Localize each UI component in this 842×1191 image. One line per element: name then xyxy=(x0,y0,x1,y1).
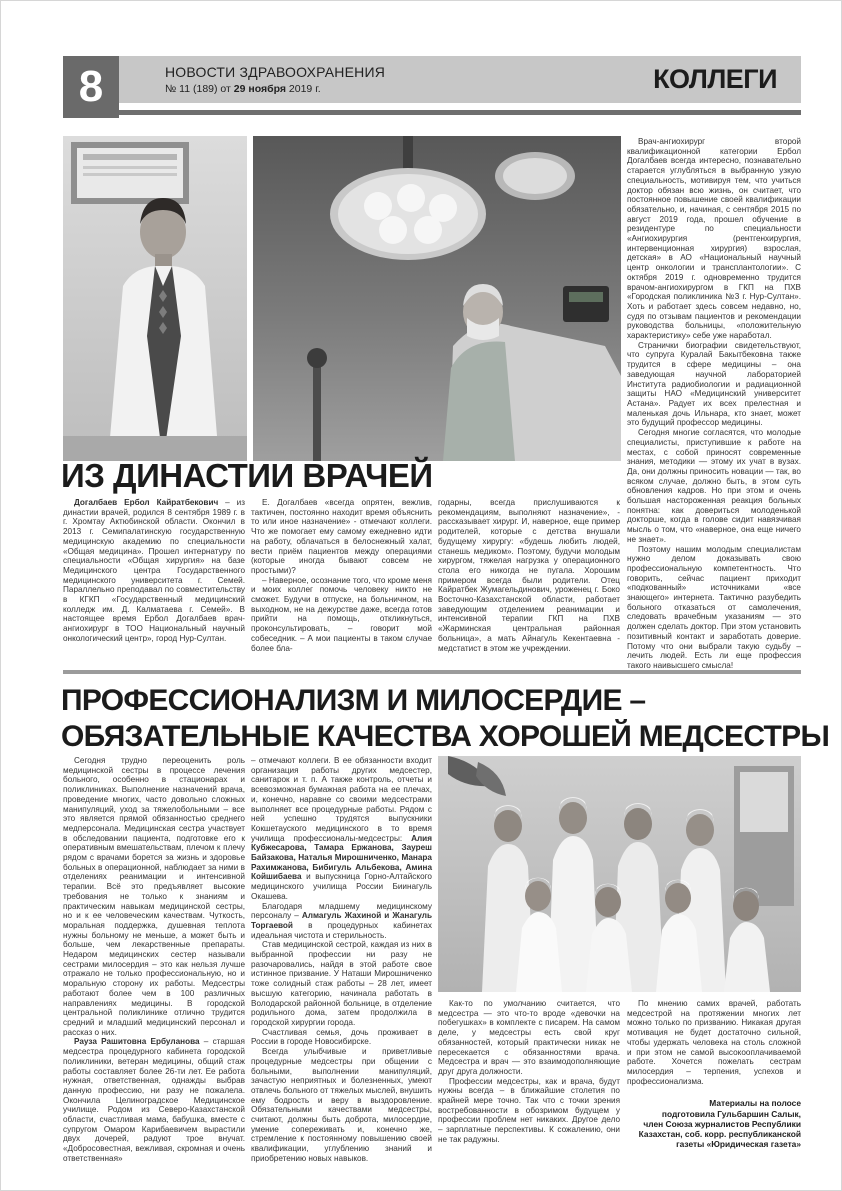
article-paragraph: – Наверное, осознание того, что кроме меня и моих коллег помочь человеку никто не сможет. Будучи в отпуске, на больничном, на выходном, не на дежурстве даже, всегда готов прийти на помощь, откликнуться, проконсультировать, – говорит мой собеседник. – А мои пациенты в таком случае более бла- xyxy=(251,575,432,653)
article-paragraph: Счастливая семья, дочь проживает в России в городе Новосибирске. xyxy=(251,1027,432,1047)
section-title: КОЛЛЕГИ xyxy=(653,64,777,94)
issue-line: № 11 (189) от 29 ноября 2019 г. xyxy=(165,83,321,95)
author-signature xyxy=(627,1098,801,1149)
signature-line: Материалы на полосе xyxy=(709,1098,801,1109)
article-paragraph: Став медицинской сестрой, каждая из них в выбранной профессии ни разу не разочаровались, найдя в этой работе свое истинное призвание. У Наташи Мирошниченко тоже солидный стаж работы – 28 лет, имеет высшую категорию, начинала работать в Володарской районной больнице, в отделение родильного дома, затем продолжила в городской хирургии города. xyxy=(251,940,432,1027)
article-paragraph: Рауза Рашитовна Ербуланова – старшая медсестра процедурного кабинета городской поликлиники, ветеран медицины, общий стаж работы составляет более 26-ти лет. Ее работа нужная, ответственная, однажды выбрав данную профессию, ни разу не пожалела. Окончила Целиноградское Медицинское училище. Родом из Северо-Казахстанской области, счастливая мама, бабушка, вместе с супругом Омаром Карибаевичем вырастили двух дочерей, радуют трое внучат. «Добросовестная, вежливая, скромная и очень ответственная» xyxy=(63,1037,245,1163)
article-paragraph: – отмечают коллеги. В ее обязанности входит организация работы других медсестер, санитарок и т. п. А также контроль, отчеты и всевозможная бумажная работа на ее плечах, и, конечно, наравне со своими медсестрами выполняет все процедурные работы. Рядом с ней успешно трудятся выпускники Кокшетауского медицинского в то время училища профессионалы-медсестры: Алия Кубжесарова, Тамара Ержанова, Зауреш Байзакова, Наталья Мирошниченко, Манара Рахимжанова, Бибигуль Альбекова, Амина Койшибаева и выпускница Горно-Алтайского медицинского училища России Биинагуль Окашева. xyxy=(251,756,432,901)
article2-column-3 xyxy=(438,999,620,1145)
header-rule xyxy=(119,110,801,115)
page-number: 8 xyxy=(63,56,119,118)
article1-column-1 xyxy=(63,498,245,644)
nurses-group-illustration xyxy=(438,756,801,992)
article2-column-1 xyxy=(63,756,245,1164)
article-paragraph: Странички биографии свидетельствуют, что супруга Куралай Бакытбековна также трудится в сфере медицины – она заведующая научной лабораторией Института радиобиологии и радиационной защиты НАО «Медицинский университет Астана». Радует их всех прелестная и маленькая дочь Ильнара, кто знает, может это будущий профессор медицины. xyxy=(627,340,801,428)
article-paragraph: Благодаря младшему медицинскому персоналу – Алмагуль Жахиной и Жанагуль Торгаевой в процедурных кабинетах идеальная чистота и стерильность. xyxy=(251,901,432,940)
article-paragraph: Сегодня трудно переоценить роль медицинской сестры в процессе лечения больного, особенно в стационарах и поликлиниках. Выполнение назначений врача, проведение многих, часто довольно сложных манипуляций, уход за тяжелобольными – все это является прямой обязанностью среднего медперсонала. Медицинская сестра участвует в обследовании пациента, подготовке его к оперативным вмешательствам, плечом к плечу рядом с врачами борется за жизнь и здоровье больных в операционной, наблюдает за ними в отделениях реанимации и интенсивной терапии. Всё это предъявляет высокие требования не только к знаниям и практическим навыкам медицинской сестры, но и к ее человеческим качествам. Чуткость, моральная поддержка, душевная теплота нужны больному не меньше, а может быть и больше, чем лекарственные препараты. Недаром медицинских сестер называли сестрами милосердия – это как нельзя лучше отражало не только профессиональную, но и моральную сторону их работы. Медсестры работают более чем в 100 различных направлениях медицины. В городской центральной поликлинике отлично трудится средний и младший медицинский персонал и рассказ о них. xyxy=(63,756,245,1037)
signature-line: Казахстан, соб. корр. республиканской xyxy=(638,1128,801,1139)
article2-column-2 xyxy=(251,756,432,1164)
masthead-block xyxy=(165,64,385,95)
person-name: Догалбаев Ербол Кайратбекович xyxy=(74,498,219,507)
article1-sidebar-column xyxy=(627,137,801,671)
signature-line: подготовила Гульбаршин Салык, xyxy=(661,1108,801,1119)
person-name: Рауза Рашитовна Ербуланова xyxy=(74,1037,200,1047)
article-paragraph: Как-то по умолчанию считается, что медсестра — это что-то вроде «девочки на побегушках» в комплекте с писарем. На самом деле, у медсестры есть свой круг обязанностей, который практически никак не пересекается с обязанностями врача. Медсестра и врач — это взаимодополняющие друг друга должности. xyxy=(438,999,620,1076)
article-paragraph: годарны, всегда прислушиваются к рекомендациям, выполняют назначение», - рассказывает хирург. И, наверное, еще пример родителей, которые с детства внушали будущему хирургу: «будешь любить людей, станешь медиком». Поэтому, будучи молодым хирургом, тяжелая нагрузка у операционного стола его никогда не пугала. Хорошим примером всегда были родители. Отец Кайратбек Жумагельдинович, уроженец г. Боко Восточно-Казахстанской области, работает заведующим отделением реанимации и интенсивной терапии ГКП на ПХВ «Жарминская центральная районная больница», а мать Айнагуль Кекентаевна - медстатист в этом же учреждении. xyxy=(438,498,620,653)
nurse-names: Алия Кубжесарова, Тамара Ержанова, Зауреш Байзакова, Наталья Мирошниченко, Манара Рахимжанова, Бибигуль Альбекова, Амина Койшибаева xyxy=(251,833,432,882)
article2-title xyxy=(61,683,829,755)
nurses-group-photo xyxy=(438,756,801,992)
article1-column-3 xyxy=(438,498,620,653)
article-paragraph: Врач-ангиохирург второй квалификационной категории Ербол Догалбаев всегда интересно, познавательно старается углубляться в выбранную узкую специальность, мотивируя тем, что учиться доктор обязан всю жизнь, он считает, что постоянное повышение своей квалификации обязательно, и, начиная, с сентября 2015 по август 2019 года, прошел обучение в резидентуре по специальности «Ангиохирургия (рентгенхирургия, интервенционная хирургия) взрослая, детская» в АО «Национальный научный центр онкологии и трансплантологии». С октября 2019 г. одновременно трудится врачом-ангиохирургом в ГКП на ПХВ «Городская поликлиника №3 г. Нур-Султан». Хоть и работает здесь совсем недавно, но, судя по отзывам пациентов и рекомендации руководства больницы, «положительную характеристику» себе уже наработал. xyxy=(627,137,801,341)
operating-room-illustration xyxy=(253,136,621,461)
nurse-names: Алмагуль Жахиной и Жанагуль Торгаевой xyxy=(251,911,432,930)
article1-column-2 xyxy=(251,498,432,653)
article-paragraph: Поэтому нашим молодым специалистам нужно делом доказывать свою профессиональную компетентность. Что говорить, сейчас пациент приходит «подкованный» источниками «все знающего» интернета. Тактично разубедить больного отказаться от самолечения, следовать врачебным указаниям — это должен сделать доктор. При этом установить позитивный контакт и заработать доверие. Потому что они выбрали такую судьбу – лечить людей. Есть ли еще профессия такого наивысшего смысла! xyxy=(627,544,801,670)
article-paragraph: По мнению самих врачей, работать медсестрой на протяжении многих лет можно только по призванию. Никакая другая мотивация не будет достаточно сильной, чтобы удержать человека на столь сложной и при этом не самой высокооплачиваемой работе. Хочется пожелать сестрам милосердия – терпения, успехов и профессионализма. xyxy=(627,999,801,1086)
article-paragraph: Догалбаев Ербол Кайратбекович – из династии врачей, родился 8 сентября 1989 г. в г. Хромтау Актюбинской области. Окончил в 2013 г. Семипалатинскую государственную медицинскую академию по специальности «Общая медицина». Прошел интернатуру по специальности «Общая хирургия» на базе Медицинского центра Государственного медицинского университета г. Семей. Параллельно преподавал по совместительству в КГКП «Государственный медицинский колледж им. Д. Калматаева г. Семей». В настоящее время Ербол Догалбаев врач-ангиохирург в ТОО Национальный научный онкологический центр», город Нур-Султан. xyxy=(63,498,245,643)
article-paragraph: Всегда улыбчивые и приветливые процедурные медсестры при общении с больными, выполнении манипуляций, зачастую неприятных и болезненных, умеют отвлечь больного от тяжелых мыслей, внушить ему бодрость и веру в выздоровление. Обязательными качествами медсестры, считают, должны быть доброта, милосердие, умение сопереживать и, конечно же, стремление к постоянному повышению своей квалификации, углублению знаний и приобретению новых навыков. xyxy=(251,1047,432,1163)
signature-line: член Союза журналистов Республики xyxy=(643,1118,801,1129)
article-paragraph: Сегодня многие согласятся, что молодые специалисты, приступившие к работе на местах, с собой приносят современные знания, методики — этому их учат в вузах. Да, они должны приносить новации — так, во всяком случае, должно быть, в этом суть обновления кадров. Но при этом и очень большая настороженная реакция больных понятна: как довериться молоденькой докторше, когда в голове сидит навязчивая мысль о том, что «наверное, она еще ничего не знает». xyxy=(627,428,801,544)
article2-column-4 xyxy=(627,999,801,1149)
signature-line: газеты «Юридическая газета» xyxy=(676,1139,801,1150)
doctor-portrait-illustration xyxy=(63,136,247,461)
masthead-title: НОВОСТИ ЗДРАВООХРАНЕНИЯ xyxy=(165,64,386,80)
doctor-portrait-photo xyxy=(63,136,247,461)
article-paragraph: Профессии медсестры, как и врача, будут нужны всегда – в ближайшие столетия по крайней мере точно. Так что с точки зрения востребованности в обозримом будущем у профессии проблем нет никаких. Другое дело – зарплатные перспективы. К сожалению, они не так радужны. xyxy=(438,1076,620,1144)
masthead-bar xyxy=(119,56,801,103)
article2-title-line2: ОБЯЗАТЕЛЬНЫЕ КАЧЕСТВА ХОРОШЕЙ МЕДСЕСТРЫ xyxy=(61,720,830,753)
operating-room-photo xyxy=(253,136,621,461)
article-paragraph: Е. Догалбаев «всегда опрятен, вежлив, тактичен, постоянно находит время объяснить то или иное назначение» - отмечают коллеги. Что же помогает ему самому ежедневно идти на работу, облачаться в белоснежный халат, вести приём пациентов между операциями (которые иногда бывают совсем не простыми)? xyxy=(251,498,432,575)
article2-title-line1: ПРОФЕССИОНАЛИЗМ И МИЛОСЕРДИЕ – xyxy=(61,684,646,717)
article1-title: ИЗ ДИНАСТИИ ВРАЧЕЙ xyxy=(61,457,433,494)
article-divider-rule xyxy=(63,670,801,674)
